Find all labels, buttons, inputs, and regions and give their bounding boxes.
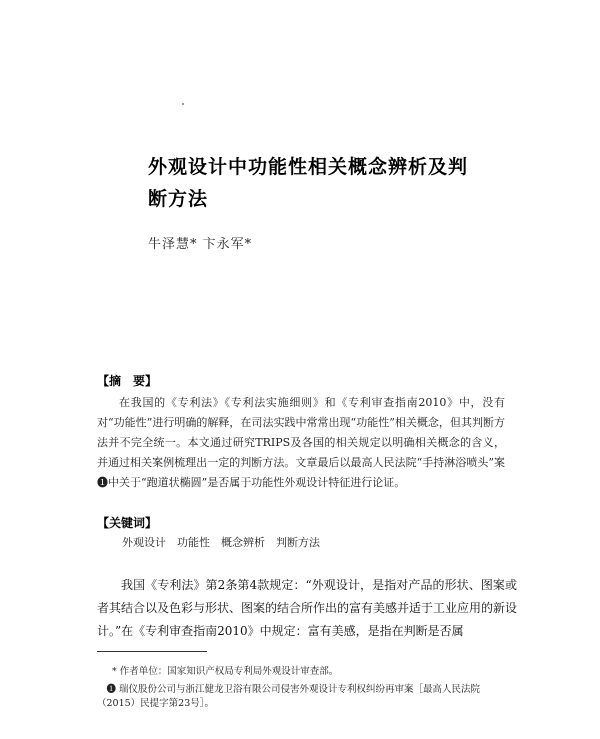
keywords-text: 外观设计 功能性 概念辨析 判断方法 (122, 536, 320, 549)
footnote-case: ❶ 瑞仪股份公司与浙江健龙卫浴有限公司侵害外观设计专利权纠纷再审案［最高人民法院（2015）民提字第23号］。 (97, 684, 481, 709)
abstract-heading: 【摘 要】 (97, 374, 158, 388)
paper-title: 外观设计中功能性相关概念辨析及判断方法 (148, 156, 469, 210)
body-paragraph: 我国《专利法》第2条第4款规定：“外观设计，是指对产品的形状、图案或者其结合以及色彩与形状、图案的结合所作出的富有美感并适于工业应用的新设计。”在《专利审查指南2010》中规定：富有美感，是指在判断是否属 (97, 578, 518, 638)
abstract-text: 在我国的《专利法》《专利法实施细则》和《专利审查指南2010》中，没有对“功能性”进行明确的解释，在司法实践中常常出现“功能性”相关概念，但其判断方法并不完全统一。本文通过研究TRIPS及各国的相关规定以明确相关概念的含义，并通过相关案例梳理出一定的判断方法。文章最后以最高人民法院“手持淋浴喷头”案❶中关于“跑道状椭圆”是否属于功能性外观设计特征进行论证。 (97, 396, 505, 489)
scan-speck (182, 103, 184, 105)
keywords-heading: 【关键词】 (97, 516, 158, 530)
author-line: 牛泽慧* 卞永军* (148, 237, 253, 252)
footnote-rule (97, 651, 207, 652)
footnote-author-affiliation: * 作者单位：国家知识产权局专利局外观设计审查部。 (112, 666, 339, 677)
